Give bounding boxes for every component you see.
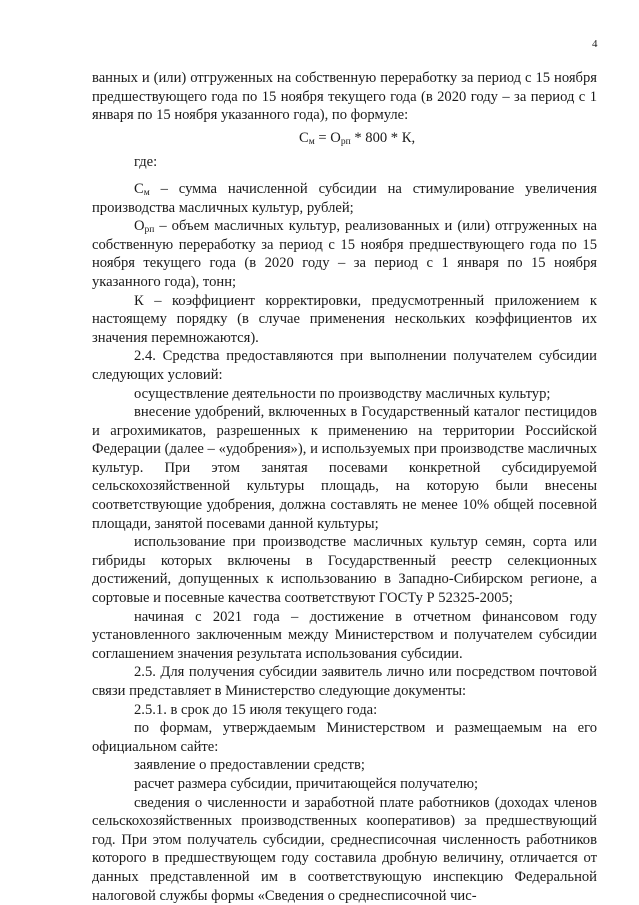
formula-lhs-sub: м (308, 136, 315, 147)
definition-symbol: О (134, 218, 145, 235)
forms-paragraph: по формам, утверждаемым Министерством и размещаемым на его официальном сайте: (92, 720, 597, 755)
document-employees: сведения о численности и заработной плате работников (доходах членов сельскохозяйственных производственных кооперативов) за предшествующий год. При этом получатель субсидии, среднесписочная численность работников которого в предшествующем году составила дробную величину, отличается от данных представленной им в соответствующую инспекцию Федеральной налоговой службы формы «Сведения о среднесписочной чис- (92, 794, 597, 904)
definition-subscript: рп (144, 225, 155, 236)
definition-k (92, 292, 597, 348)
formula-lhs: С (299, 129, 309, 146)
document-body (92, 69, 597, 905)
where-label: где: (134, 154, 158, 171)
formula-eq: = О (314, 129, 341, 146)
definition-text: – коэффициент корректировки, предусмотренный приложением к настоящему порядку (в случае применения нескольких коэффициентов их значения перемножаются). (92, 292, 597, 346)
paragraph-2-5-1: 2.5.1. в срок до 15 июля текущего года: (134, 701, 378, 718)
definition-cm (92, 180, 597, 217)
page-number: 4 (592, 38, 598, 50)
document-application: заявление о предоставлении средств; (134, 757, 365, 774)
definition-text: – объем масличных культур, реализованных и (или) отгруженных на собственную переработку за период с 15 ноября предшествующего года по 15 ноября текущего года (в 2020 году – за период с 1 января по 15 ноября указанного года), тонн; (92, 218, 597, 290)
condition-result: начиная с 2021 года – достижение в отчетном финансовом году установленного заключенным между Министерством и получателем субсидии соглашением значения результата использования субсидии. (92, 608, 597, 662)
definition-orp (92, 217, 597, 291)
condition-production: осуществление деятельности по производству масличных культур; (134, 385, 551, 402)
paragraph-2-4: 2.4. Средства предоставляются при выполнении получателем субсидии следующих условий: (92, 348, 597, 383)
formula-rest: * 800 * К, (350, 129, 416, 146)
formula-mid-sub: рп (340, 136, 351, 147)
paragraph-2-5: 2.5. Для получения субсидии заявитель лично или посредством почтовой связи представляет в Министерство следующие документы: (92, 664, 597, 699)
condition-fertilizers: внесение удобрений, включенных в Государственный каталог пестицидов и агрохимикатов, разрешенных к применению на территории Российской Федерации (далее – «удобрения»), и используемых при производстве масличных культур. При этом занятая посевами конкретной субсидируемой сельскохозяйственной культуры площадь, на которую были внесены соответствующие удобрения, должна составлять не менее 10% общей посевной площади, занятой посевами данной культуры; (92, 404, 597, 532)
formula (92, 129, 597, 148)
definition-symbol: С (134, 180, 144, 197)
condition-seeds: использование при производстве масличных культур семян, сорта или гибриды которых включены в Государственный реестр селекционных достижений, допущенных к использованию в Западно-Сибирском регионе, а сортовые и посевные качества соответствуют ГОСТу Р 52325-2005; (92, 534, 597, 607)
definition-subscript: м (143, 187, 150, 198)
document-calculation: расчет размера субсидии, причитающейся получателю; (134, 775, 479, 792)
intro-paragraph: ванных и (или) отгруженных на собственную переработку за период с 15 ноября предшествующего года по 15 ноября текущего года (в 2020 году – за период с 1 января по 15 ноября указанного года), по формуле: (92, 70, 597, 124)
definition-text: – сумма начисленной субсидии на стимулирование увеличения производства масличных культур, рублей; (92, 180, 597, 216)
definition-symbol: К (134, 292, 144, 309)
